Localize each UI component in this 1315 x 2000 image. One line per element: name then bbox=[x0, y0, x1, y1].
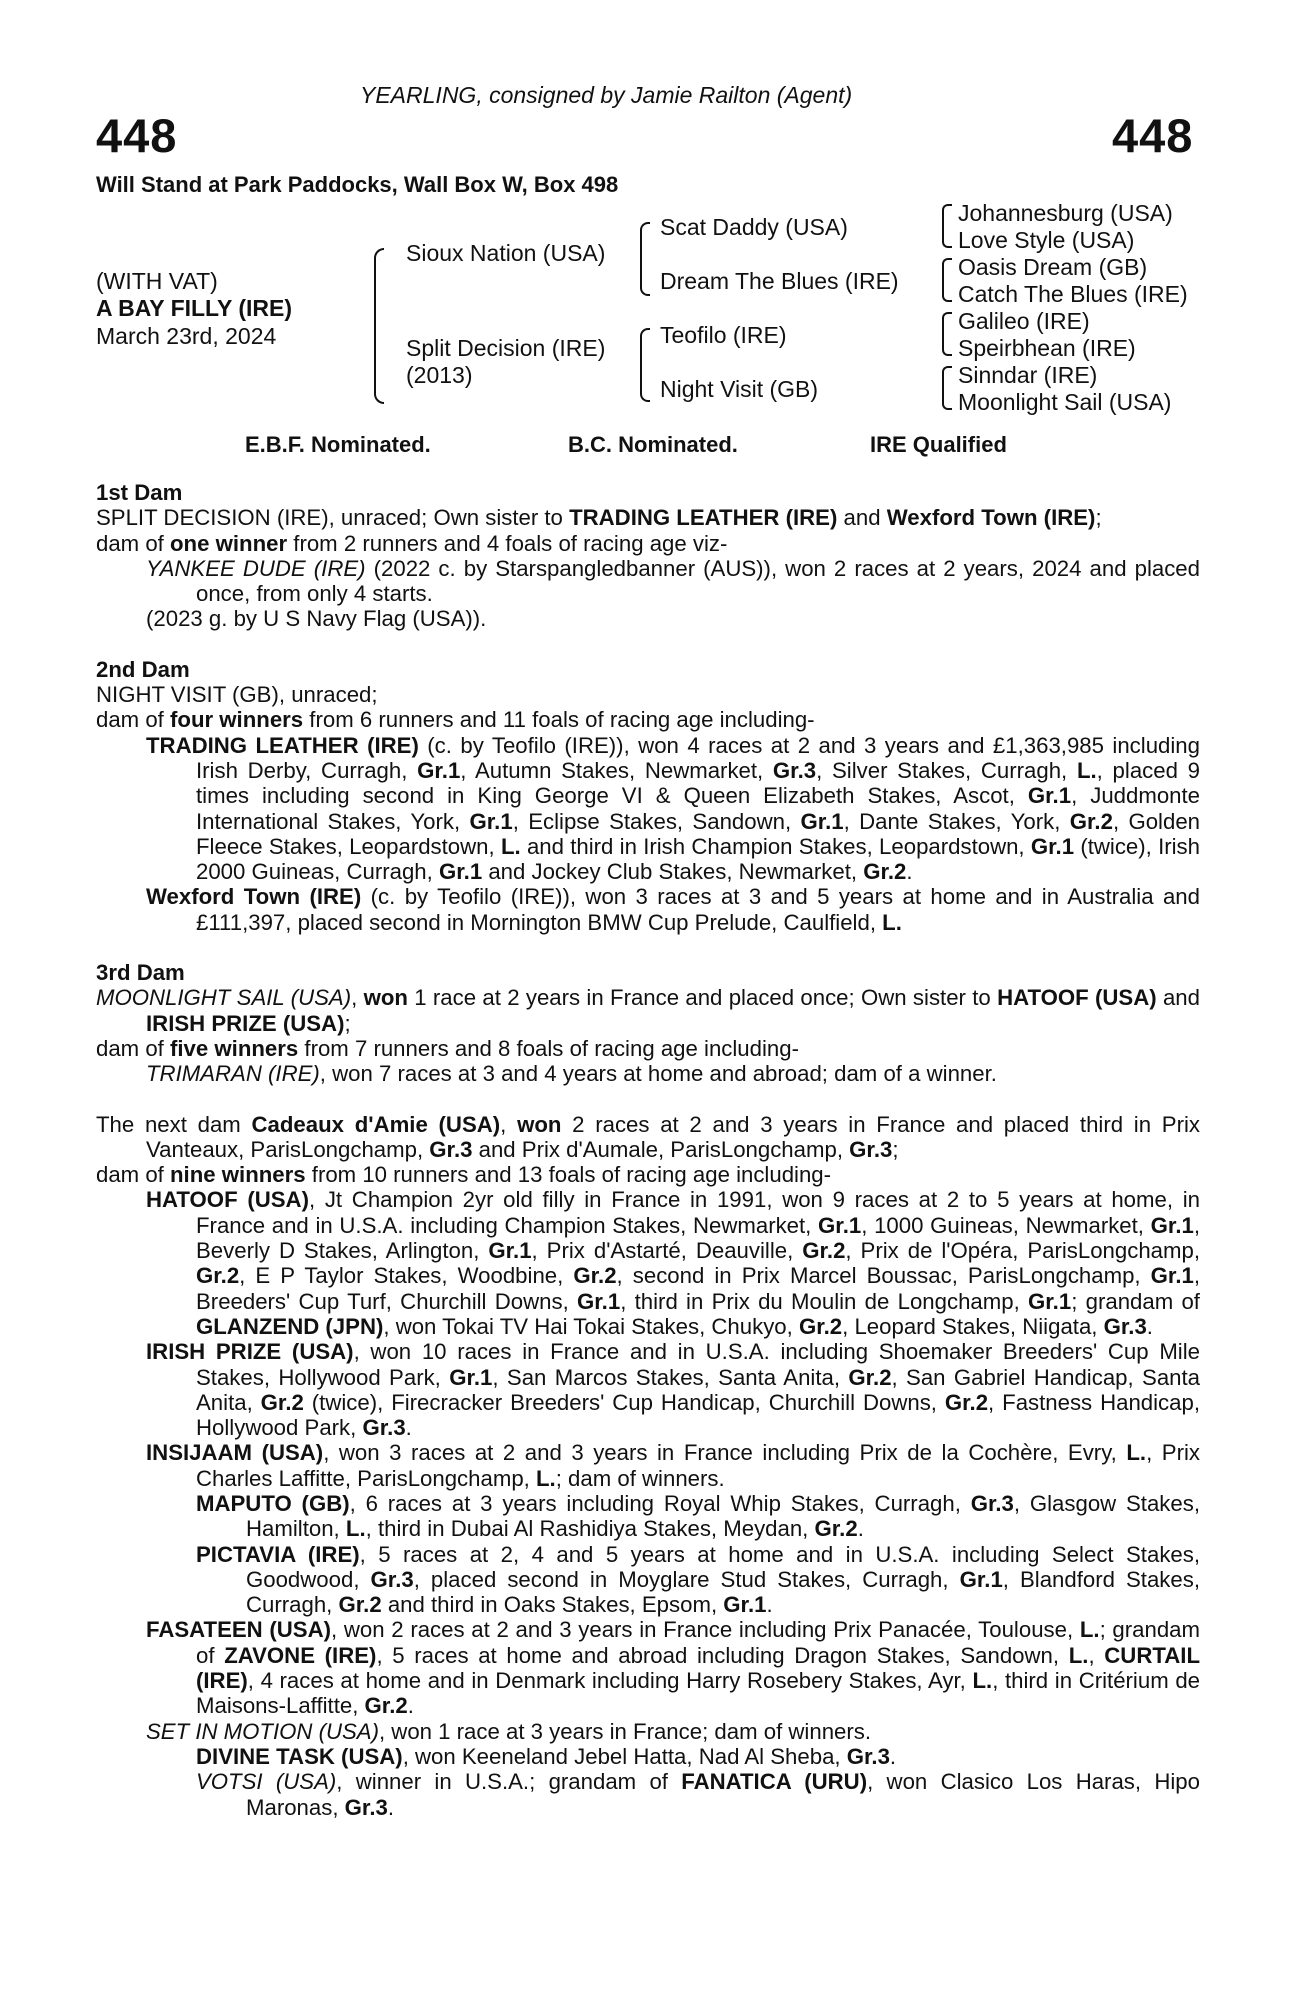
g-brace-3 bbox=[942, 312, 952, 356]
next-dam-summary: The next dam Cadeaux d'Amie (USA), won 2 races at 2 and 3 years in France and placed third in Prix Vanteaux, ParisLongchamp, Gr.3 and Prix d'Aumale, ParisLongchamp, Gr.3; bbox=[96, 1111, 1200, 1162]
third-dam-foal-1: TRIMARAN (IRE), won 7 races at 3 and 4 years at home and abroad; dam of a winner. bbox=[146, 1061, 997, 1087]
vat-note: (WITH VAT) bbox=[96, 268, 218, 294]
second-dam-foal-1: TRADING LEATHER (IRE) (c. by Teofilo (IRE)), won 4 races at 2 and 3 years and £1,363,985 including Irish Derby, Curragh, Gr.1, Autumn Stakes, Newmarket, Gr.3, Silver Stakes, Curragh, L., placed 9 times including second in King George VI & Queen Elizabeth Stakes, Ascot, Gr.1, Juddmonte International Stakes, York, Gr.1, Eclipse Stakes, Sandown, Gr.1, Dante Stakes, York, Gr.2, Golden Fleece Stakes, Leopardstown, L. and third in Irish Champion Stakes, Leopardstown, Gr.1 (twice), Irish 2000 Guineas, Curragh, Gr.1 and Jockey Club Stakes, Newmarket, Gr.2. bbox=[146, 732, 1201, 885]
insijaam-foal-pictavia: PICTAVIA (IRE), 5 races at 2, 4 and 5 years at home and in U.S.A. including Select Stakes, Goodwood, Gr.3, placed second in Moyglare Stud Stakes, Curragh, Gr.1, Blandford Stakes, Curragh, Gr.2 and third in Oaks Stakes, Epsom, Gr.1. bbox=[196, 1541, 1201, 1618]
first-dam-foal-2: (2023 g. by U S Navy Flag (USA)). bbox=[146, 606, 487, 632]
next-dam-foal-insijaam: INSIJAAM (USA), won 3 races at 2 and 3 years in France including Prix de la Cochère, Evry, L., Prix Charles Laffitte, ParisLongchamp, L.; dam of winners. bbox=[146, 1440, 1200, 1491]
foaling-date: March 23rd, 2024 bbox=[96, 323, 277, 349]
grandsire-3: Galileo (IRE) bbox=[958, 308, 1090, 334]
bc-nomination: B.C. Nominated. bbox=[568, 432, 738, 457]
dam-parents-brace bbox=[640, 328, 650, 402]
next-dam-foal-set-in-motion: SET IN MOTION (USA), won 1 race at 3 years in France; dam of winners. bbox=[146, 1718, 872, 1744]
next-dam-foal-hatoof: HATOOF (USA), Jt Champion 2yr old filly in France in 1991, won 9 races at 2 to 5 years at home, in France and in U.S.A. including Champion Stakes, Newmarket, Gr.1, 1000 Guineas, Newmarket, Gr.1, Beverly D Stakes, Arlington, Gr.1, Prix d'Astarté, Deauville, Gr.2, Prix de l'Opéra, ParisLongchamp, Gr.2, E P Taylor Stakes, Woodbine, Gr.2, second in Prix Marcel Boussac, ParisLongchamp, Gr.1, Breeders' Cup Turf, Churchill Downs, Gr.1, third in Prix du Moulin de Longchamp, Gr.1; grandam of GLANZEND (JPN), won Tokai TV Hai Tokai Stakes, Chukyo, Gr.2, Leopard Stakes, Niigata, Gr.3. bbox=[146, 1187, 1201, 1339]
second-dam-summary: NIGHT VISIT (GB), unraced; bbox=[96, 682, 378, 708]
third-dam-summary: MOONLIGHT SAIL (USA), won 1 race at 2 years in France and placed once; Own sister to HATOOF (USA) and IRISH PRIZE (USA); bbox=[96, 985, 1200, 1036]
insijaam-foal-maputo: MAPUTO (GB), 6 races at 3 years including Royal Whip Stakes, Curragh, Gr.3, Glasgow Stakes, Hamilton, L., third in Dubai Al Rashidiya Stakes, Meydan, Gr.2. bbox=[196, 1490, 1201, 1542]
set-in-motion-foal-votsi: VOTSI (USA), winner in U.S.A.; grandam of FANATICA (URU), won Clasico Los Haras, Hipo Maronas, Gr.3. bbox=[196, 1769, 1200, 1820]
set-in-motion-foal-divine-task: DIVINE TASK (USA), won Keeneland Jebel Hatta, Nad Al Sheba, Gr.3. bbox=[196, 1743, 897, 1769]
grandsire-1: Johannesburg (USA) bbox=[958, 200, 1173, 226]
first-dam-heading: 1st Dam bbox=[96, 480, 183, 505]
catalogue-body bbox=[96, 480, 1200, 1820]
sire-dam: Dream The Blues (IRE) bbox=[660, 268, 899, 294]
lot-number-right: 448 bbox=[1112, 109, 1194, 162]
sire: Sioux Nation (USA) bbox=[406, 240, 606, 266]
first-dam-produce: dam of one winner from 2 runners and 4 foals of racing age viz- bbox=[96, 530, 728, 556]
next-dam-foal-irish-prize: IRISH PRIZE (USA), won 10 races in France and in U.S.A. including Shoemaker Breeders' Cup Mile Stakes, Hollywood Park, Gr.1, San Marcos Stakes, Santa Anita, Gr.2, San Gabriel Handicap, Santa Anita, Gr.2 (twice), Firecracker Breeders' Cup Handicap, Churchill Downs, Gr.2, Fastness Handicap, Hollywood Park, Gr.3. bbox=[146, 1339, 1200, 1441]
granddam-2: Catch The Blues (IRE) bbox=[958, 281, 1188, 307]
stabling-info: Will Stand at Park Paddocks, Wall Box W, Box 498 bbox=[96, 172, 619, 197]
second-dam-foal-2: Wexford Town (IRE) (c. by Teofilo (IRE)), won 3 races at 3 and 5 years at home and in Australia and £111,397, placed second in Mornington BMW Cup Prelude, Caulfield, L. bbox=[146, 884, 1200, 935]
grandsire-2: Oasis Dream (GB) bbox=[958, 254, 1148, 280]
lot-number-left: 448 bbox=[96, 109, 178, 162]
third-dam-produce: dam of five winners from 7 runners and 8 foals of racing age including- bbox=[96, 1035, 799, 1061]
lot-title: A BAY FILLY (IRE) bbox=[96, 295, 292, 321]
dam: Split Decision (IRE) bbox=[406, 335, 606, 361]
first-dam-summary: SPLIT DECISION (IRE), unraced; Own sister to TRADING LEATHER (IRE) and Wexford Town (IRE); bbox=[96, 505, 1102, 531]
dam-sire: Teofilo (IRE) bbox=[660, 322, 787, 348]
consignment-line: YEARLING, consigned by Jamie Railton (Agent) bbox=[360, 82, 853, 108]
ire-qualified: IRE Qualified bbox=[870, 432, 1007, 457]
granddam-4: Moonlight Sail (USA) bbox=[958, 389, 1172, 415]
grandsire-4: Sinndar (IRE) bbox=[958, 362, 1098, 388]
granddam-3: Speirbhean (IRE) bbox=[958, 335, 1136, 361]
ebf-nomination: E.B.F. Nominated. bbox=[245, 432, 431, 457]
g-brace-2 bbox=[942, 258, 952, 302]
second-dam-produce: dam of four winners from 6 runners and 11 foals of racing age including- bbox=[96, 707, 815, 733]
dam-dam: Night Visit (GB) bbox=[660, 376, 819, 402]
second-dam-heading: 2nd Dam bbox=[96, 656, 190, 682]
sire-dam-brace bbox=[374, 248, 384, 404]
dam-year: (2013) bbox=[406, 362, 473, 388]
g-brace-1 bbox=[942, 204, 952, 248]
sire-sire: Scat Daddy (USA) bbox=[660, 214, 848, 240]
next-dam-foal-fasateen: FASATEEN (USA), won 2 races at 2 and 3 years in France including Prix Panacée, Toulouse, L.; grandam of ZAVONE (IRE), 5 races at home and abroad including Dragon Stakes, Sandown, L., CURTAIL (IRE), 4 races at home and in Denmark including Harry Rosebery Stakes, Ayr, L., third in Critérium de Maisons-Laffitte, Gr.2. bbox=[146, 1617, 1200, 1719]
first-dam-foal-1: YANKEE DUDE (IRE) (2022 c. by Starspangledbanner (AUS)), won 2 races at 2 years, 2024 and placed once, from only 4 starts. bbox=[146, 555, 1200, 607]
g-brace-4 bbox=[942, 366, 952, 410]
next-dam-produce: dam of nine winners from 10 runners and 13 foals of racing age including- bbox=[96, 1162, 832, 1188]
sire-parents-brace bbox=[640, 222, 650, 296]
third-dam-heading: 3rd Dam bbox=[96, 960, 185, 986]
granddam-1: Love Style (USA) bbox=[958, 227, 1135, 253]
